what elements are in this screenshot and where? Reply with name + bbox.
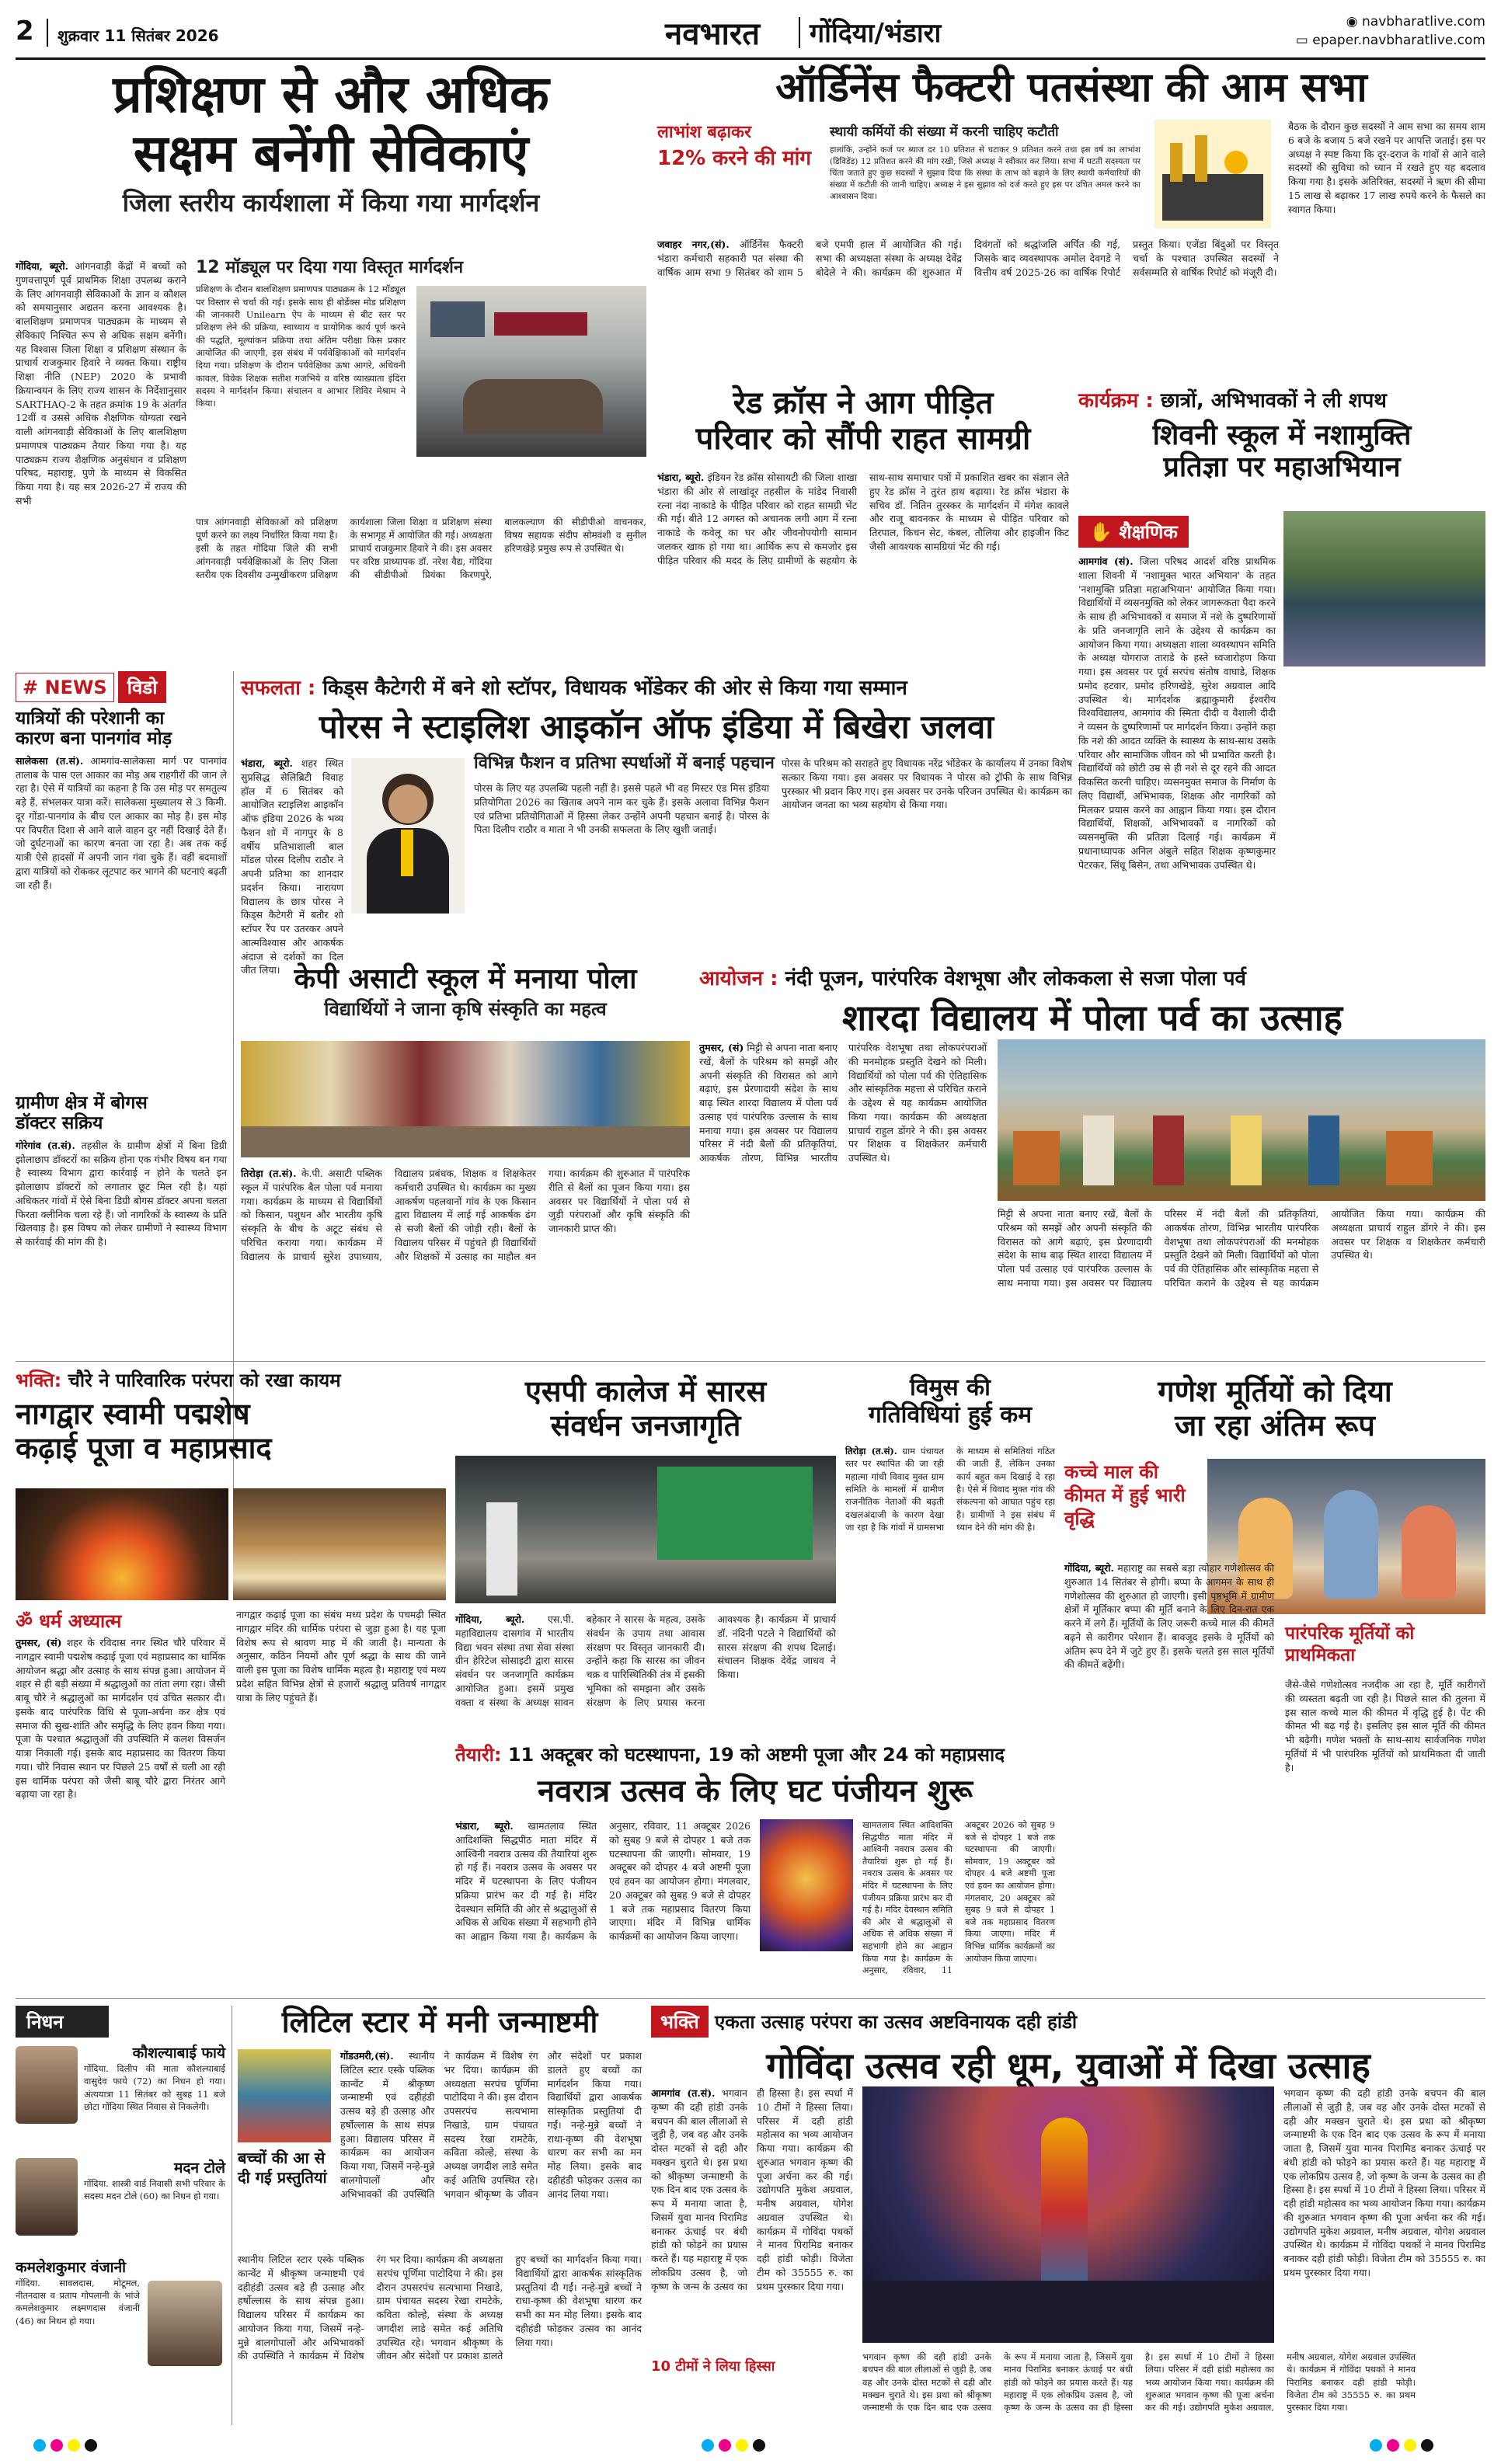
brief-headline: यात्रियों की परेशानी का bbox=[16, 708, 165, 729]
kicker: कार्यक्रम : छात्रों, अभिभावकों ने ली शपथ bbox=[1078, 389, 1387, 412]
article-navratri-registration bbox=[455, 1742, 1055, 1990]
headline-line2: संवर्धन जनजागृति bbox=[550, 1408, 741, 1443]
brief-headline-2: ग्रामीण क्षेत्र में बोगस bbox=[16, 1092, 148, 1113]
article-body-col2: नागद्वार कढ़ाई पूजा का संबंध मध्य प्रदेश के पचमढ़ी स्थित नागद्वार मंदिर की धार्मिक परंपरा से जुड़ा हुआ है। यह पूजा विशेष रूप से श्रावण माह में की जाती है। मान्यता के अनुसार, कठिन नियमों और पूर्ण श्रद्धा के साथ की जाने वाली इस पूजा का विशेष धार्मिक महत्व है। महाराष्ट्र एवं मध्य प्रदेश सहित विभिन्न क्षेत्रों से हजारों श्रद्धालु प्रतिवर्ष नागद्वार यात्रा के लिए पहुंचते हैं। bbox=[236, 1609, 446, 1704]
article-body: तुमसर, (सं) शहर के रविदास नगर स्थित चौरे परिवार में नागद्वार स्वामी पद्मशेष कढ़ाई पूजा एवं महाप्रसाद का धार्मिक आयोजन श्रद्धा और उत्साह के साथ संपन्न हुआ। आयोजन में शहर से ही बड़ी संख्या में श्रद्धालुओं का तांता लगा रहा। जैसी बाबू चौरे ने श्रद्धालुओं का मार्गदर्शन एवं उचित सत्कार दी। इसके बाद पारंपरिक विधि से पूजा-अर्चना कर क्षेत्र एवं समाज की सुख-शांति और समृद्धि के लिए हवन किया गया। पूजा के पश्चात श्रद्धालुओं की उपस्थिति में कलश विसर्जन यात्रा निकाली गई। इसके बाद महाप्रसाद का वितरण किया गया। चौरे निवास स्थान पर पिछले 25 वर्षों से चली आ रही इस धार्मिक परंपरा को जैसी बाबू चौरे द्वारा निरंतर आगे बढ़ाया जा रहा है। bbox=[16, 1637, 225, 1801]
headline: प्रशिक्षण से और अधिक bbox=[113, 64, 549, 124]
article-body: गोंदिया, ब्यूरो. आंगनवाड़ी केंद्रों में बच्चों को गुणवत्तापूर्ण पूर्व प्राथमिक शिक्षा उपलब्ध कराने के लिए आंगनवाड़ी सेविकाओं के ज्ञान व कौशल को समयानुसार अद्यतन करना आवश्यक है। बालशिक्षण प्रमाणपत्र पाठ्यक्रम के माध्यम से सेविकाएं निश्चित रूप से अधिक सक्षम बनेंगी। यह विश्वास जिला शिक्षा व प्रशिक्षण संस्थान के प्राचार्य राजकुमार हिवारे ने व्यक्त किया। राष्ट्रीय शिक्षा नीति (NEP) 2020 के प्रभावी क्रियान्वयन के लिए राज्य शासन के निर्देशानुसार SARTHAQ-2 के तहत क्रमांक 19 के अंतर्गत 12वीं व उससे अधिक शैक्षणिक योग्यता रखने वाली आंगनवाड़ी सेविकाओं के लिए बालशिक्षण प्रमाणपत्र पाठ्यक्रम तैयार किया गया है। यह पाठ्यक्रम राज्य शैक्षणिक अनुसंधान व प्रशिक्षण परिषद, महाराष्ट्र, पुणे के माध्यम से विकसित किया गया है। यह सत्र 2026-27 में राज्य की सभी bbox=[16, 260, 186, 506]
article-body: भंडारा, ब्यूरो. शहर स्थित सुप्रसिद्ध सेलिब्रिटी विवाह हॉल में 6 सितंबर को आयोजित स्टाइलिश आइकॉन ऑफ इंडिया 2026 के भव्य फैशन शो में नागपुर के 8 वर्षीय प्रतिभाशाली बाल मॉडल पोरस दिलीप राठौर ने अपनी प्रतिभा का शानदार प्रदर्शन किया। नारायण विद्यालय के छात्र पोरस ने किड्स कैटेगरी में बतौर शो स्टॉपर रैंप पर उतरकर अपने आत्मविश्वास और आकर्षक अंदाज से दर्शकों का दिल जीत लिया। bbox=[241, 757, 344, 976]
article-body-col3: पोरस के परिश्रम को सराहते हुए विधायक नरेंद्र भोंडेकर के कार्यालय में उनका विशेष सत्कार किया गया। इस अवसर पर विधायक ने पोरस को ट्रॉफी के साथ विभिन्न पुरस्कार भी प्रदान किए गए। इस अवसर पर उनके परिजन उपस्थित थे। कार्यक्रम का आयोजन जनता का भव्य सहयोग से किया गया। bbox=[782, 757, 1072, 811]
portrait-2 bbox=[16, 2158, 78, 2236]
obituary-column bbox=[16, 2006, 225, 2425]
portrait-1 bbox=[16, 2046, 78, 2124]
photo-kids-krishna bbox=[238, 2049, 331, 2142]
brief-body: सालेकसा (त.सं). आमगांव-सालेकसा मार्ग पर पानगांव तालाब के पास एल आकार का मोड़ अब राहगीरों की जान ले रहा है। ऐसे में यात्रियों का कहना है कि उस मोड़ पर समतुल्य बड़े हैं, संभलकर यात्रा करें। सालेकसा मुख्यालय से 3 किमी. दूर गोंडा-पानगांव के बीच एल आकार का मोड़ है। इस मोड़ पर विपरीत दिशा से आने वाले वाहन दुर नहीं दिखाई देते हैं। जो दुर्घटनाओं का कारण बनता जा रहा है। अब तक कई यात्री ऐसे हादसों में अपनी जान गंवा चुके हैं। वहीं बदमाशों द्वारा यात्रियों को रोककर लूटपाट कर भागने की घटनाएं बढ़ती जा रही हैं। bbox=[16, 754, 227, 891]
site-url: ◉ navbharatlive.com bbox=[1346, 14, 1485, 30]
article-govinda-dahi-handi bbox=[651, 2006, 1485, 2425]
photo-sarus-seminar bbox=[455, 1456, 836, 1603]
photo-students-pola bbox=[241, 1041, 690, 1157]
article-body-continued: पात्र आंगनवाड़ी सेविकाओं को प्रशिक्षण पूर्ण करने का लक्ष्य निर्धारित किया गया है। इसी के तहत गोंदिया जिले की सभी आंगनवाड़ी पर्यवेक्षिकाओं के लिए जिला स्तरीय एक दिवसीय उन्मुखीकरण प्रशिक्षण कार्यशाला जिला शिक्षा व प्रशिक्षण संस्था के सभागृह में आयोजित की गई। अध्यक्षता प्राचार्य राजकुमार हिवारे ने की। इस अवसर पर वरिष्ठ प्राध्यापक डॉ. नरेश वैद्य, गोंदिया की सीडीपीओ प्रियंका किरणपुरे, बालकल्याण की सीडीपीओ वाचनकर, विषय सहायक संदीप सोमवंशी व सुनील हरिणखेड़े प्रमुख रूप से उपस्थित थे। bbox=[196, 517, 646, 581]
masthead-rule bbox=[16, 57, 1485, 60]
obituary-body-1: गोंदिया. दिलीप की माता कौशल्याबाई वासुदेव फाये (72) का निधन हो गया। अंत्ययात्रा 11 सितंबर को सुबह 11 बजे छोटा गोंदिया स्थित निवास से निकलेगी। bbox=[84, 2062, 225, 2112]
headline: एसपी कालेज में सारस bbox=[524, 1374, 767, 1408]
section-tag: ✋ शैक्षणिक bbox=[1078, 516, 1189, 548]
info-box-title: पारंपरिक मूर्तियों को प्राथमिकता bbox=[1285, 1624, 1415, 1665]
kicker-box: कच्चे माल की कीमत में हुई भारी वृद्धि bbox=[1064, 1461, 1186, 1530]
news-tab: विडो bbox=[118, 671, 167, 703]
brief-headline-2-line2: डॉक्टर सक्रिय bbox=[16, 1113, 103, 1134]
section-rule bbox=[16, 1361, 1485, 1362]
photo-devi-idol bbox=[760, 1819, 853, 1951]
photo-puja-fire bbox=[16, 1488, 228, 1600]
subheadline: विभिन्न फैशन व प्रतिभा स्पर्धाओं में बनाई पहचान bbox=[474, 753, 775, 773]
headline: नागद्वार स्वामी पद्मशेष bbox=[16, 1397, 250, 1431]
obituary-name-1: कौशल्याबाई फाये bbox=[132, 2045, 225, 2062]
headline: विमुस की bbox=[910, 1374, 991, 1401]
news-label: # NEWS bbox=[16, 673, 114, 702]
headline-line2: प्रतिज्ञा पर महाअभियान bbox=[1163, 451, 1401, 484]
headline: पोरस ने स्टाइलिश आइकॉन ऑफ इंडिया में बिखेरा जलवा bbox=[319, 708, 994, 746]
article-body: आमगांव (त.सं). भगवान कृष्ण की दही हांडी उनके बचपन की बाल लीलाओं से जुड़ी है, जब वह और उनके दोस्त मटकों से दही और मक्खन चुराते थे। इस प्रथा को श्रीकृष्ण जन्माष्टमी के एक दिन बाद एक उत्सव के रूप में मनाया जाता है, जिसमें युवा मानव पिरामिड बनाकर ऊंचाई पर बंधी हांडी को फोड़ने का प्रयास करते हैं। यह महाराष्ट्र में एक लोकप्रिय उत्सव है, जो कृष्ण के जन्म के उत्सव का ही हिस्सा है। इस स्पर्धा में 10 टीमों ने हिस्सा लिया। परिसर में दही हांडी महोत्सव का भव्य आयोजन किया गया। कार्यक्रम की शुरुआत भगवान कृष्ण की पूजा अर्चना कर की गई। उद्योगपति मुकेश अग्रवाल, मनीष अग्रवाल, योगेश अग्रवाल उपस्थित थे। कार्यक्रम में गोविंदा पथकों ने मानव पिरामिड बनाकर दही हांडी फोड़ी। विजेता टीम को 35555 रु. का प्रथम पुरस्कार दिया गया। bbox=[651, 2087, 853, 2292]
registration-marks-left bbox=[31, 2439, 186, 2458]
article-kp-asati-pola bbox=[241, 963, 690, 1352]
article-body: गोंदिया, ब्यूरो. महाराष्ट्र का सबसे बड़ा त्योहार गणेशोत्सव की शुरुआत 14 सितंबर से होगी। बप्पा के आगमन के साथ ही गणेशोत्सव की शुरुआत हो जाएगी। इसी पृष्ठभूमि में ग्रामीण क्षेत्रों में मूर्तिकार बप्पा की मूर्ति बनाने के लिए दिन-रात एक करने में लगे हैं। मूर्तियों के लिए जरूरी कच्चे माल की कीमतें बढ़ने से कारीगर परेशान हैं। बावजूद इसके वे मूर्तियों को अंतिम रूप देने में जुटे हुए हैं। इसके चलते इस साल मूर्तियों की कीमतें बढ़ेंगी। bbox=[1064, 1562, 1274, 1671]
article-body-right: बैठक के दौरान कुछ सदस्यों ने आम सभा का समय शाम 6 बजे के बजाय 5 बजे रखने पर आपत्ति जताई। इस पर अध्यक्ष ने स्पष्ट किया कि दूर-दराज के गांवों से आने वाले सदस्यों की सुविधा को ध्यान में रखते हुए यह बदलाव किया गया है। इसके अतिरिक्त, सदस्यों ने ऋण की सीमा 15 लाख से बढ़ाकर 17 लाख रुपये करने के फैसले का स्वागत किया। bbox=[1288, 120, 1485, 215]
photo-human-pyramid bbox=[862, 2086, 1274, 2343]
headline: लिटिल स्टार में मनी जन्माष्टमी bbox=[281, 2005, 598, 2039]
photo-poras bbox=[351, 758, 465, 914]
brand-logo: नवभारत bbox=[665, 16, 761, 52]
article-body: भंडारा, ब्यूरो. इंडियन रेड क्रॉस सोसायटी की जिला शाखा भंडारा की ओर से लाखांदूर तहसील के मांडेद निवासी रत्ना नंदा नाकाडे के पीड़ित परिवार को राहत सामग्री भेंट की गई। बीते 12 अगस्त को अचानक लगी आग में रत्ना नाकाडे के कवेलू का घर और जीवनोपयोगी सामान जलकर खाक हो गया था। आर्थिक रूप से कमजोर इस पीड़ित परिवार की मदद के लिए ग्रामीणों के सहयोग के साथ-साथ समाचार पत्रों में प्रकाशित खबर का संज्ञान लेते हुए रेड क्रॉस ने तुरंत हाथ बढ़ाया। रेड क्रॉस भंडारा के सचिव डॉ. नितिन तुरस्कर के मार्गदर्शन में मंगेश कावले और राजू बावनकर के माध्यम से पीड़ित परिवार को तिरपाल, किचन सेट, कंबल, तौलिया और हाइजीन किट जैसी आवश्यक सामग्रियां भेंट की गईं। bbox=[657, 472, 1069, 566]
article-sp-college-sarus bbox=[455, 1367, 836, 1732]
article-body: तिरोड़ा (त.सं). के.पी. असाटी पब्लिक स्कूल में पारंपरिक बैल पोला पर्व मनाया गया। कार्यक्रम के माध्यम से विद्यार्थियों को किसान, पशुधन और भारतीय कृषि संस्कृति के बीच के अटूट संबंध से परिचित कराया गया। कार्यक्रम में विद्यालय के प्राचार्य सुरेश उपाध्याय, विद्यालय प्रबंधक, शिक्षक व शिक्षकेतर कर्मचारी उपस्थित थे। कार्यक्रम का मुख्य आकर्षण पहलवानों गांव के एक किसान द्वारा विद्यालय में लाई गई आकर्षक ढंग से सजी बैलों की जोड़ी रही। बैलों के विद्यालय परिसर में पहुंचते ही विद्यार्थियों और शिक्षकों में उत्साह का माहौल बन गया। कार्यक्रम की शुरुआत में पारंपरिक रीति से बैलों का पूजन किया गया। इस अवसर पर विद्यार्थियों ने पोला पर्व से जुड़ी परंपराओं और कृषि संस्कृति की जानकारी प्राप्त की। bbox=[241, 1168, 690, 1262]
subheadline: जिला स्तरीय कार्यशाला में किया गया मार्गदर्शन bbox=[122, 187, 540, 218]
obituary-label: निधन bbox=[16, 2006, 109, 2038]
article-body: जवाहर नगर,(सं). ऑर्डिनेंस फैक्टरी भंडारा कर्मचारी सहकारी पत संस्था की वार्षिक आम सभा 9 सितंबर को शाम 5 बजे एमपी हाल में आयोजित की गई। सभा की अध्यक्षता संस्था के अध्यक्ष देवेंद्र बोदेले ने की। कार्यक्रम की शुरुआत में दिवंगतों को श्रद्धांजलि अर्पित की गई, जिसके बाद व्यवस्थापक अमोल देवगडे ने वित्तीय वर्ष 2025-26 का वार्षिक रिपोर्ट प्रस्तुत किया। एजेंडा बिंदुओं पर विस्तृत चर्चा के पश्चात उपस्थित सदस्यों ने सर्वसम्मति से वार्षिक रिपोर्ट को मंजूरी दी। bbox=[657, 238, 1279, 278]
page-date: शुक्रवार 11 सितंबर 2026 bbox=[57, 26, 219, 45]
headline-line2: गतिविधियां हुई कम bbox=[868, 1401, 1033, 1429]
article-red-cross bbox=[657, 385, 1069, 696]
article-body-right: भगवान कृष्ण की दही हांडी उनके बचपन की बाल लीलाओं से जुड़ी है, जब वह और उनके दोस्त मटकों से दही और मक्खन चुराते थे। इस प्रथा को श्रीकृष्ण जन्माष्टमी के एक दिन बाद एक उत्सव के रूप में मनाया जाता है, जिसमें युवा मानव पिरामिड बनाकर ऊंचाई पर बंधी हांडी को फोड़ने का प्रयास करते हैं। यह महाराष्ट्र में एक लोकप्रिय उत्सव है, जो कृष्ण के जन्म के उत्सव का ही हिस्सा है। इस स्पर्धा में 10 टीमों ने हिस्सा लिया। परिसर में दही हांडी महोत्सव का भव्य आयोजन किया गया। कार्यक्रम की शुरुआत भगवान कृष्ण की पूजा अर्चना कर की गई। उद्योगपति मुकेश अग्रवाल, मनीष अग्रवाल, योगेश अग्रवाल उपस्थित थे। कार्यक्रम में गोविंदा पथकों ने मानव पिरामिड बनाकर दही हांडी फोड़ी। विजेता टीम को 35555 रु. का प्रथम पुरस्कार दिया गया। bbox=[1283, 2087, 1485, 2278]
obituary-body-3: गोंदिया. सावलदास, मोटूमल, नीतनदास व प्रताप गोपलानी के भांजे कमलेशकुमार लक्ष्मणदास वंजानी (46) का निधन हो गया। bbox=[16, 2277, 140, 2327]
headline: गोविंदा उत्सव रही धूम, युवाओं में दिखा उत्साह bbox=[766, 2045, 1370, 2086]
registration-marks-right bbox=[1367, 2439, 1492, 2458]
page-divider bbox=[47, 19, 48, 47]
headline-line2: जा रहा अंतिम रूप bbox=[1175, 1408, 1375, 1443]
article-poras-fashion bbox=[241, 673, 1072, 976]
globe-icon: ◉ bbox=[1346, 14, 1362, 30]
masthead-divider bbox=[799, 17, 800, 48]
article-body-continued: स्थानीय लिटिल स्टार एस्के पब्लिक कान्वेंट में श्रीकृष्ण जन्माष्टमी एवं दहीहंडी उत्सव बड़े ही उत्साह और हर्षोल्लास के साथ संपन्न हुआ। विद्यालय परिसर में कार्यक्रम का आयोजन किया गया, जिसमें नन्हे-मुन्ने बालगोपालों और अभिभावकों की उपस्थिति ने कार्यक्रम में विशेष रंग भर दिया। कार्यक्रम की अध्यक्षता सरपंच पूर्णिमा पाटोदिया ने की। इस दौरान उपसरपंच सत्यभामा निखाडे, ग्राम पंचायत सदस्य रेखा रामटेके, कविता कोल्हे, संस्था के अध्यक्ष जगदीश लाडे समेत कई अतिथि उपस्थित रहे। भगवान श्रीकृष्ण के जीवन और संदेशों पर प्रकाश डालते हुए बच्चों का मार्गदर्शन किया गया। विद्यार्थियों द्वारा आकर्षक सांस्कृतिक प्रस्तुतियां दी गईं। नन्हे-मुन्ने बच्चों ने राधा-कृष्ण की वेशभूषा धारण कर सभी का मन मोह लिया। इसके बाद दहीहंडी फोड़कर उत्सव का आनंद लिया गया। bbox=[238, 2253, 642, 2362]
headline: ऑर्डिनेंस फैक्टरी पतसंस्था की आम सभा bbox=[775, 64, 1367, 111]
article-body-continued: मिट्टी से अपना नाता बनाए रखें, बैलों के परिश्रम को समझें और अपनी संस्कृति की विरासत को आगे बढ़ाएं, इस प्रेरणादायी संदेश के साथ बाढ़ स्थित शारदा विद्यालय में पोला पर्व उत्साह एवं पारंपरिक उल्लास के साथ मनाया गया। इस अवसर पर विद्यालय परिसर में नंदी बैलों की प्रतिकृतियां, आकर्षक तोरण, विभिन्न भारतीय पारंपरिक वेशभूषा तथा लोकपरंपराओं की मनमोहक प्रस्तुति देखने को मिली। विद्यार्थियों को पोला पर्व की ऐतिहासिक और सांस्कृतिक महत्ता से परिचित कराने के उद्देश्य से यह कार्यक्रम आयोजित किया गया। कार्यक्रम की अध्यक्षता प्राचार्य राहुल डोंगरे ने की। इस अवसर पर शिक्षक व शिक्षकेतर कर्मचारी उपस्थित थे। bbox=[998, 1208, 1485, 1289]
photo-puja-devotees bbox=[233, 1488, 446, 1600]
edition-name: गोंदिया/भंडारा bbox=[810, 18, 942, 49]
epaper-url: ▭ epaper.navbharatlive.com bbox=[1295, 33, 1485, 48]
article-body: गोंडउमरी,(सं). स्थानीय लिटिल स्टार एस्के पब्लिक कान्वेंट में श्रीकृष्ण जन्माष्टमी एवं दहीहंडी उत्सव बड़े ही उत्साह और हर्षोल्लास के साथ संपन्न हुआ। विद्यालय परिसर में कार्यक्रम का आयोजन किया गया, जिसमें नन्हे-मुन्ने बालगोपालों और अभिभावकों की उपस्थिति ने कार्यक्रम में विशेष रंग भर दिया। कार्यक्रम की अध्यक्षता सरपंच पूर्णिमा पाटोदिया ने की। इस दौरान उपसरपंच सत्यभामा निखाडे, ग्राम पंचायत सदस्य रेखा रामटेके, कविता कोल्हे, संस्था के अध्यक्ष जगदीश लाडे समेत कई अतिथि उपस्थित रहे। भगवान श्रीकृष्ण के जीवन और संदेशों पर प्रकाश डालते हुए बच्चों का मार्गदर्शन किया गया। विद्यार्थियों द्वारा आकर्षक सांस्कृतिक प्रस्तुतियां दी गईं। नन्हे-मुन्ने बच्चों ने राधा-कृष्ण की वेशभूषा धारण कर सभी का मन मोह लिया। इसके बाद दहीहंडी फोड़कर उत्सव का आनंद लिया गया। bbox=[340, 2050, 642, 2200]
headline-line2: सक्षम बनेंगी सेविकाएं bbox=[133, 123, 529, 183]
article-ganesh-idols bbox=[1064, 1367, 1485, 1992]
headline: शारदा विद्यालय में पोला पर्व का उत्साह bbox=[841, 997, 1343, 1039]
brief-body-2: गोरेगांव (त.सं). तहसील के ग्रामीण क्षेत्रों में बिना डिग्री झोलाछाप डॉक्टरों का सक्रिय होना एक गंभीर विषय बन गया है स्वास्थ्य विभाग द्वारा कार्रवाई न होने के चलते इन झोलाछाप डॉक्टरों को लगातार छूट मिल रही है। यहां अधिकतर गांवों में ऐसे बिना डिग्री बोगस डॉक्टर अपना चलता फिरता क्लीनिक चला रहे हैं। जो नागरिकों के स्वास्थ्य के प्रति खिलवाड़ है। इस विषय को लेकर ग्रामीणों ने स्वास्थ्य विभाग से कार्रवाई की मांग की है। bbox=[16, 1139, 227, 1248]
article-body: तिरोड़ा (त.सं). ग्राम पंचायत स्तर पर स्थापित की जा रही महात्मा गांधी विवाद मुक्त ग्राम समिति के मामलों में ग्रामीण राजनीतिक नेताओं की बढ़ती दखलअंदाजी के कारण देखा जा रहा है कि गांवों में ग्रामसभा के माध्यम से समितियां गठित की जाती हैं, लेकिन उनका कार्य बहुत कम दिखाई दे रहा है। ऐसे में विवाद मुक्त गांव की संकल्पना को आघात पहुंच रहा है। ग्रामीणों ने इस संबंध में ध्यान देने की मांग की है। bbox=[845, 1446, 1055, 1533]
headline: शिवनी स्कूल में नशामुक्ति bbox=[1152, 419, 1412, 451]
kicker: भक्ति एकता उत्साह परंपरा का उत्सव अष्टविनायक दही हांडी bbox=[651, 2006, 1485, 2038]
registration-marks-center bbox=[699, 2439, 855, 2458]
headline: नवरात्र उत्सव के लिए घट पंजीयन शुरू bbox=[538, 1773, 973, 1809]
article-body-bottom: भगवान कृष्ण की दही हांडी उनके बचपन की बाल लीलाओं से जुड़ी है, जब वह और उनके दोस्त मटकों से दही और मक्खन चुराते थे। इस प्रथा को श्रीकृष्ण जन्माष्टमी के एक दिन बाद एक उत्सव के रूप में मनाया जाता है, जिसमें युवा मानव पिरामिड बनाकर ऊंचाई पर बंधी हांडी को फोड़ने का प्रयास करते हैं। यह महाराष्ट्र में एक लोकप्रिय उत्सव है, जो कृष्ण के जन्म के उत्सव का ही हिस्सा है। इस स्पर्धा में 10 टीमों ने हिस्सा लिया। परिसर में दही हांडी महोत्सव का भव्य आयोजन किया गया। कार्यक्रम की शुरुआत भगवान कृष्ण की पूजा अर्चना कर की गई। उद्योगपति मुकेश अग्रवाल, मनीष अग्रवाल, योगेश अग्रवाल उपस्थित थे। कार्यक्रम में गोविंदा पथकों ने मानव पिरामिड बनाकर दही हांडी फोड़ी। विजेता टीम को 35555 रु. का प्रथम पुरस्कार दिया गया। bbox=[862, 2351, 1416, 2414]
kicker: आयोजन : नंदी पूजन, पारंपरिक वेशभूषा और लोककला से सजा पोला पर्व bbox=[699, 967, 1247, 990]
article-ordnance-society bbox=[657, 65, 1485, 376]
article-vimus bbox=[845, 1367, 1055, 1732]
article-body-continued: खामतलाव स्थित आदिशक्ति सिद्धपीठ माता मंदिर में आश्विनी नवरात्र उत्सव की तैयारियां शुरू हो गई हैं। नवरात्र उत्सव के अवसर पर मंदिर में घटस्थापना के लिए पंजीयन प्रक्रिया प्रारंभ कर दी गई है। मंदिर देवस्थान समिति की ओर से श्रद्धालुओं से अधिक से अधिक संख्या में सहभागी होने का आह्वान किया गया है। कार्यक्रम के अनुसार, रविवार, 11 अक्टूबर 2026 को सुबह 9 बजे से दोपहर 1 बजे तक घटस्थापना की जाएगी। सोमवार, 19 अक्टूबर को दोपहर 4 बजे अष्टमी पूजा एवं हवन का आयोजन होगा। मंगलवार, 20 अक्टूबर को सुबह 9 बजे से दोपहर 1 बजे तक महाप्रसाद वितरण किया जाएगा। मंदिर में विभिन्न धार्मिक कार्यक्रमों का आयोजन किया जाएगा। bbox=[862, 1820, 1055, 1976]
factory-illustration bbox=[1154, 120, 1271, 228]
kicker-box bbox=[657, 120, 813, 171]
photo-training-hall bbox=[416, 286, 646, 457]
subheadline: स्थायी कर्मियों की संख्या में करनी चाहिए कटौती bbox=[830, 124, 1059, 140]
article-sevika-training bbox=[16, 65, 646, 662]
obituary-name-3: कमलेशकुमार वंजानी bbox=[16, 2258, 127, 2276]
section-rule-2 bbox=[16, 1998, 1485, 1999]
article-sharda-pola bbox=[699, 963, 1485, 1352]
section-tag: ॐ धर्म अध्यात्म bbox=[16, 1610, 122, 1632]
article-body: आमगांव (सं). जिला परिषद आदर्श वरिष्ठ प्राथमिक शाला शिवनी में 'नशामुक्त भारत अभियान' के तहत 'नशामुक्ति प्रतिज्ञा महाअभियान' आयोजित किया गया। विद्यार्थियों में व्यसनमुक्ति को लेकर जागरूकता पैदा करने के साथ ही अभिभावकों व समाज में नशे के दुष्परिणामों के प्रति जनजागृति लाने के उद्देश्य से कार्यक्रम का आयोजन किया गया। अध्यक्षता शाला व्यवस्थापन समिति के अध्यक्ष योगराज ताराडे के हस्ते ध्वजारोहण किया गया। इस अवसर पर पूर्व सरपंच संतोष वाघाडे, शिक्षक प्रमोद हटवार, प्रमोद हरिणखेड़े, सुरेश अग्रवाल आदि उपस्थित थे। मार्गदर्शक ब्रह्माकुमारी ईश्वरीय विश्वविद्यालय, आमगांव की स्मिता दीदी व वैशाली दीदी ने व्यसन के दुष्परिणामों पर मार्गदर्शन किया। उन्होंने कहा कि नशे की आदत व्यक्ति के स्वास्थ्य के साथ-साथ उसके परिवार और सामाजिक जीवन को भी प्रभावित करती है। विद्यार्थियों को छोटी उम्र से ही नशे से दूर रहने की आदत विकसित करनी चाहिए। व्यसनमुक्त समाज के निर्माण के लिए विद्यार्थी, अभिभावक, शिक्षक और नागरिकों को मिलकर प्रयास करने का आह्वान किया गया। इस दौरान विद्यार्थियों, शिक्षकों, अभिभावकों व नागरिकों को व्यसनमुक्ति की प्रतिज्ञा दिलाई गई। कार्यक्रम में प्रधानाध्यापक अनिल अंबुले सहित शिक्षक कृष्णकुमार पेटरकर, सिंधू बिसेन, तथा अभिभावक उपस्थित थे। bbox=[1078, 555, 1276, 871]
side-heading: बच्चों की आ से दी गई प्रस्तुतियां bbox=[238, 2149, 327, 2187]
info-box-title: 12 मॉड्यूल पर दिया गया विस्तृत मार्गदर्शन bbox=[196, 258, 464, 277]
obituary-name-2: मदन टोले bbox=[174, 2159, 225, 2177]
info-box-body: हालांकि, उन्होंने कर्ज पर ब्याज दर 10 प्रतिशत से घटाकर 9 प्रतिशत करने तथा इस वर्ष का लाभांश (डिविडेंड) 12 प्रतिशत करने की मांग रखी, जिसे अध्यक्ष ने स्वीकार कर लिया। सभा में घटती सदस्यता पर चिंता जताते हुए कुछ सदस्यों ने सुझाव दिया कि संस्था के लाभ को बढ़ाने के लिए स्थायी कर्मचारियों की संख्या में कटौती की जानी चाहिए। अध्यक्ष ने इस सुझाव को दर्ज करते हुए इस पर उचित अमल करने का आश्वासन दिया। bbox=[830, 145, 1141, 201]
info-box-body: जैसे-जैसे गणेशोत्सव नजदीक आ रहा है, मूर्ति कारीगरों की व्यस्तता बढ़ती जा रही है। पिछले साल की तुलना में इस साल कच्चे माल की कीमत में वृद्धि हुई है। पेंट की कीमत भी बढ़ गई है। इसलिए इस साल मूर्ति की कीमत भी बढ़ेगी। गणेश भक्तों के साथ-साथ सार्वजनिक गणेश मूर्तियों में भी पारंपरिक मूर्तियों को प्राथमिकता दी जाती है। bbox=[1285, 1679, 1485, 1773]
kicker-line1: लाभांश बढ़ाकर bbox=[657, 123, 751, 142]
info-box-title: 10 टीमों ने लिया हिस्सा bbox=[651, 2358, 775, 2375]
headline-line2: परिवार को सौंपी राहत सामग्री bbox=[695, 421, 1031, 457]
kicker: भक्ति: चौरे ने पारिवारिक परंपरा को रखा कायम bbox=[16, 1369, 341, 1391]
article-little-star-janmashtami bbox=[238, 2006, 642, 2425]
article-nagdwar-puja bbox=[16, 1367, 446, 1989]
photo-sharda-students bbox=[998, 1039, 1485, 1201]
headline-line2: कढ़ाई पूजा व महाप्रसाद bbox=[16, 1430, 272, 1465]
obituary-body-2: गोंदिया. शास्त्री वार्ड निवासी सभी परिवार के सदस्य मदन टोले (60) का निधन हो गया। bbox=[84, 2177, 225, 2202]
masthead bbox=[16, 11, 1485, 56]
hand-icon: ✋ bbox=[1089, 521, 1120, 543]
brief-headline-line2: कारण बना पानगांव मोड़ bbox=[16, 729, 172, 750]
headline: केपी असाटी स्कूल में मनाया पोला bbox=[294, 963, 637, 995]
om-icon: ॐ bbox=[16, 1610, 40, 1632]
article-body: भंडारा, ब्यूरो. खामतलाव स्थित आदिशक्ति सिद्धपीठ माता मंदिर में आश्विनी नवरात्र उत्सव की तैयारियां शुरू हो गई हैं। नवरात्र उत्सव के अवसर पर मंदिर में घटस्थापना के लिए पंजीयन प्रक्रिया प्रारंभ कर दी गई है। मंदिर देवस्थान समिति की ओर से श्रद्धालुओं से अधिक से अधिक संख्या में सहभागी होने का आह्वान किया गया है। कार्यक्रम के अनुसार, रविवार, 11 अक्टूबर 2026 को सुबह 9 बजे से दोपहर 1 बजे तक घटस्थापना की जाएगी। सोमवार, 19 अक्टूबर को दोपहर 4 बजे अष्टमी पूजा एवं हवन का आयोजन होगा। मंगलवार, 20 अक्टूबर को सुबह 9 बजे से दोपहर 1 बजे तक महाप्रसाद वितरण किया जाएगा। मंदिर में विभिन्न धार्मिक कार्यक्रमों का आयोजन किया जाएगा। bbox=[455, 1820, 750, 1942]
tablet-icon: ▭ bbox=[1295, 33, 1313, 48]
info-box-body: प्रशिक्षण के दौरान बालशिक्षण प्रमाणपत्र पाठ्यक्रम के 12 मॉड्यूल पर विस्तार से चर्चा की गई। इसके साथ ही बोर्डेक्स मोड प्रशिक्षण की जानकारी Unilearn ऐप के माध्यम से बीट स्तर पर प्रशिक्षण लेने की प्रक्रिया, स्वाध्याय व प्रायोगिक कार्य पूर्ण करने की पद्धति, मूल्यांकन प्रक्रिया तथा अंतिम परीक्षा किस प्रकार आयोजित की जाएगी, इस संबंध में पर्यवेक्षिकाओं को मार्गदर्शन दिया गया। प्रशिक्षण के दौरान पर्यवेक्षिका ऊषा आगरे, अधिवनी कावल, विवेक शिक्षक सतीश गजभिये व वरिष्ठ व्याख्याता इंदिरा सदस्य ने मार्गदर्शन किया। संचालन व आभार शिविर मेश्राम ने किया। bbox=[196, 284, 406, 409]
headline: रेड क्रॉस ने आग पीड़ित bbox=[733, 385, 994, 421]
portrait-3 bbox=[148, 2281, 222, 2366]
headline: गणेश मूर्तियों को दिया bbox=[1158, 1374, 1392, 1408]
article-body-col2: पोरस के लिए यह उपलब्धि पहली नहीं है। इससे पहले भी वह मिस्टर एंड मिस इंडिया प्रतियोगिता 2026 का खिताब अपने नाम कर चुके हैं। इसके अलावा विभिन्न फैशन एवं प्रतिभा प्रतियोगिताओं में हिस्सा लेकर उन्होंने अपनी पहचान बनाई है। पोरस के पिता दिलीप राठौर व माता ने भी उनकी सफलता के लिए खुशी जताई। bbox=[474, 782, 769, 836]
news-header bbox=[16, 671, 227, 702]
kicker: सफलता : किड्स कैटेगरी में बने शो स्टॉपर, विधायक भोंडेकर की ओर से किया गया सम्मान bbox=[241, 677, 907, 700]
article-body: तुमसर, (सं) मिट्टी से अपना नाता बनाए रखें, बैलों के परिश्रम को समझें और अपनी संस्कृति की विरासत को आगे बढ़ाएं, इस प्रेरणादायी संदेश के साथ बाढ़ स्थित शारदा विद्यालय में पोला पर्व उत्साह एवं पारंपरिक उल्लास के साथ मनाया गया। इस अवसर पर विद्यालय परिसर में नंदी बैलों की प्रतिकृतियां, आकर्षक तोरण, विभिन्न भारतीय पारंपरिक वेशभूषा तथा लोकपरंपराओं की मनमोहक प्रस्तुति देखने को मिली। विद्यार्थियों को पोला पर्व की ऐतिहासिक और सांस्कृतिक महत्ता से परिचित कराने के उद्देश्य से यह कार्यक्रम आयोजित किया गया। कार्यक्रम की अध्यक्षता प्राचार्य राहुल डोंगरे ने की। इस अवसर पर शिक्षक व शिक्षकेतर कर्मचारी उपस्थित थे। bbox=[699, 1042, 987, 1164]
kicker: तैयारी: 11 अक्टूबर को घटस्थापना, 19 को अष्टमी पूजा और 24 को महाप्रसाद bbox=[455, 1744, 1005, 1766]
page-number: 2 bbox=[16, 16, 34, 47]
kicker-line2: 12% करने की मांग bbox=[657, 147, 812, 170]
article-body: गोंदिया, ब्यूरो. एस.पी. महाविद्यालय दासगांव में भारतीय विद्या भवन संस्था तथा सेवा संस्था ग्रीन हेरिटेज सोसाइटी द्वारा सारस संवर्धन पर जनजागृति कार्यक्रम आयोजित हुआ। इसमें प्रमुख वक्ता व संस्था के अध्यक्ष सावन बहेकार ने सारस के महत्व, उसके संवर्धन के उपाय तथा आवास संरक्षण पर विस्तृत जानकारी दी। उन्होंने कहा कि सारस का जीवन चक्र व पारिस्थितिकी तंत्र में इसकी भूमिका को समझना और उसके संरक्षण के लिए प्रयास करना आवश्यक है। कार्यक्रम में प्राचार्य डॉ. नंदिनी पटले ने विद्यार्थियों को सारस संरक्षण की शपथ दिलाई। संचालन शिक्षक देवेंद्र जाधव ने किया। bbox=[455, 1613, 836, 1708]
subheadline: विद्यार्थियों ने जाना कृषि संस्कृति का महत्व bbox=[324, 998, 607, 1021]
